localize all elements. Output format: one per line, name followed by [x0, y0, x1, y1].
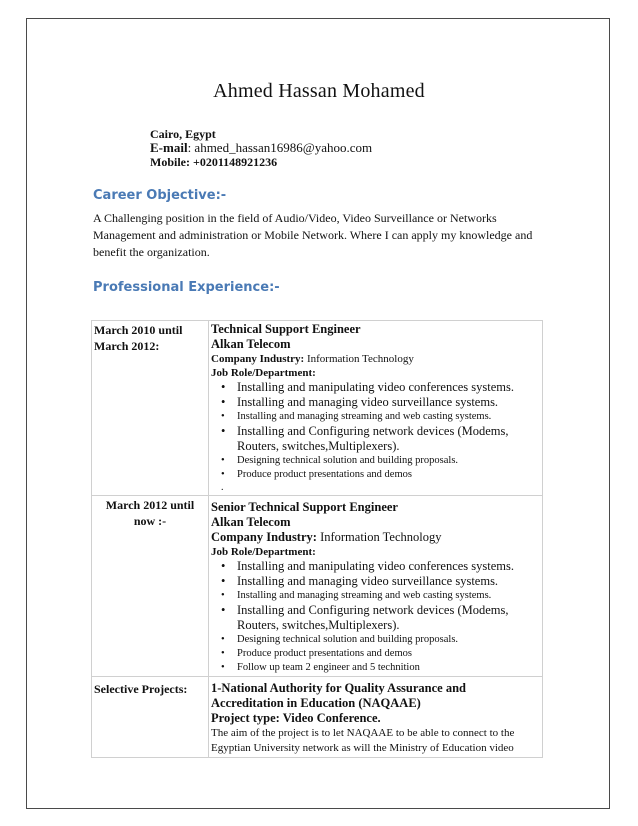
project-title: 1-National Authority for Quality Assurance and Accreditation in Education (NAQAAE)	[211, 681, 466, 710]
job1-title: Technical Support Engineer	[211, 322, 361, 336]
job1-industry-label: Company Industry:	[211, 353, 305, 365]
table-row	[92, 321, 543, 496]
job1-details	[209, 321, 543, 496]
job2-period: March 2012 until now :-	[92, 496, 209, 677]
objective-heading: Career Objective:-	[93, 188, 227, 203]
mobile: Mobile: +0201148921236	[150, 155, 278, 169]
list-item: • Designing technical solution and building proposals.	[221, 454, 540, 468]
email-label: E-mail	[150, 140, 188, 155]
objective-text: A Challenging position in the field of Audio/Video, Video Surveillance or Networks Management and administration or Mobile Network. Where I can apply my knowledge and benefit the organization.	[93, 211, 533, 259]
list-item: • Produce product presentations and demos	[221, 468, 540, 482]
list-item: • Installing and Configuring network devices (Modems, Routers, switches,Multiplexers).	[221, 424, 540, 454]
job1-industry	[211, 352, 540, 366]
list-item: • Designing technical solution and building proposals.	[221, 633, 540, 647]
job2-responsibilities	[211, 559, 540, 675]
job2-details	[209, 496, 543, 677]
email-value: : ahmed_hassan16986@yahoo.com	[187, 140, 373, 155]
job1-industry-value: Information Technology	[304, 353, 414, 365]
job2-industry	[211, 530, 540, 545]
candidate-name: Ahmed Hassan Mohamed	[213, 80, 425, 102]
job2-title: Senior Technical Support Engineer	[211, 500, 398, 514]
experience-heading: Professional Experience:-	[93, 280, 280, 295]
projects-details	[209, 677, 543, 758]
list-item: • Installing and managing streaming and web casting systems.	[221, 410, 540, 424]
list-item: • Follow up team 2 engineer and 5 technition	[221, 661, 540, 675]
job1-responsibilities	[211, 380, 540, 482]
table-row	[92, 496, 543, 677]
contact-block	[150, 127, 372, 169]
projects-label: Selective Projects:	[92, 677, 209, 758]
job1-period: March 2010 until March 2012:	[92, 321, 209, 496]
job2-company: Alkan Telecom	[211, 515, 291, 529]
job1-trailing-mark: .	[221, 482, 224, 493]
list-item: • Installing and managing streaming and web casting systems.	[221, 589, 540, 603]
job1-role-label: Job Role/Department:	[211, 367, 316, 379]
list-item: • Installing and managing video surveillance systems.	[221, 574, 540, 589]
job2-industry-label: Company Industry:	[211, 530, 317, 544]
job2-industry-value: Information Technology	[316, 530, 442, 544]
list-item: • Installing and manipulating video conferences systems.	[221, 380, 540, 395]
job1-company: Alkan Telecom	[211, 337, 291, 351]
email-line	[150, 141, 372, 155]
location: Cairo, Egypt	[150, 127, 216, 141]
project-type: Project type: Video Conference.	[211, 711, 381, 725]
list-item: • Installing and manipulating video conferences systems.	[221, 559, 540, 574]
job2-role-label: Job Role/Department:	[211, 546, 316, 558]
project-description: The aim of the project is to let NAQAAE to be able to connect to the Egyptian University network as will the Ministry of Education video	[211, 727, 515, 754]
list-item: • Installing and managing video surveillance systems.	[221, 395, 540, 410]
table-row	[92, 677, 543, 758]
list-item: • Produce product presentations and demos	[221, 647, 540, 661]
experience-table	[91, 320, 543, 758]
list-item: • Installing and Configuring network devices (Modems, Routers, switches,Multiplexers).	[221, 603, 540, 633]
